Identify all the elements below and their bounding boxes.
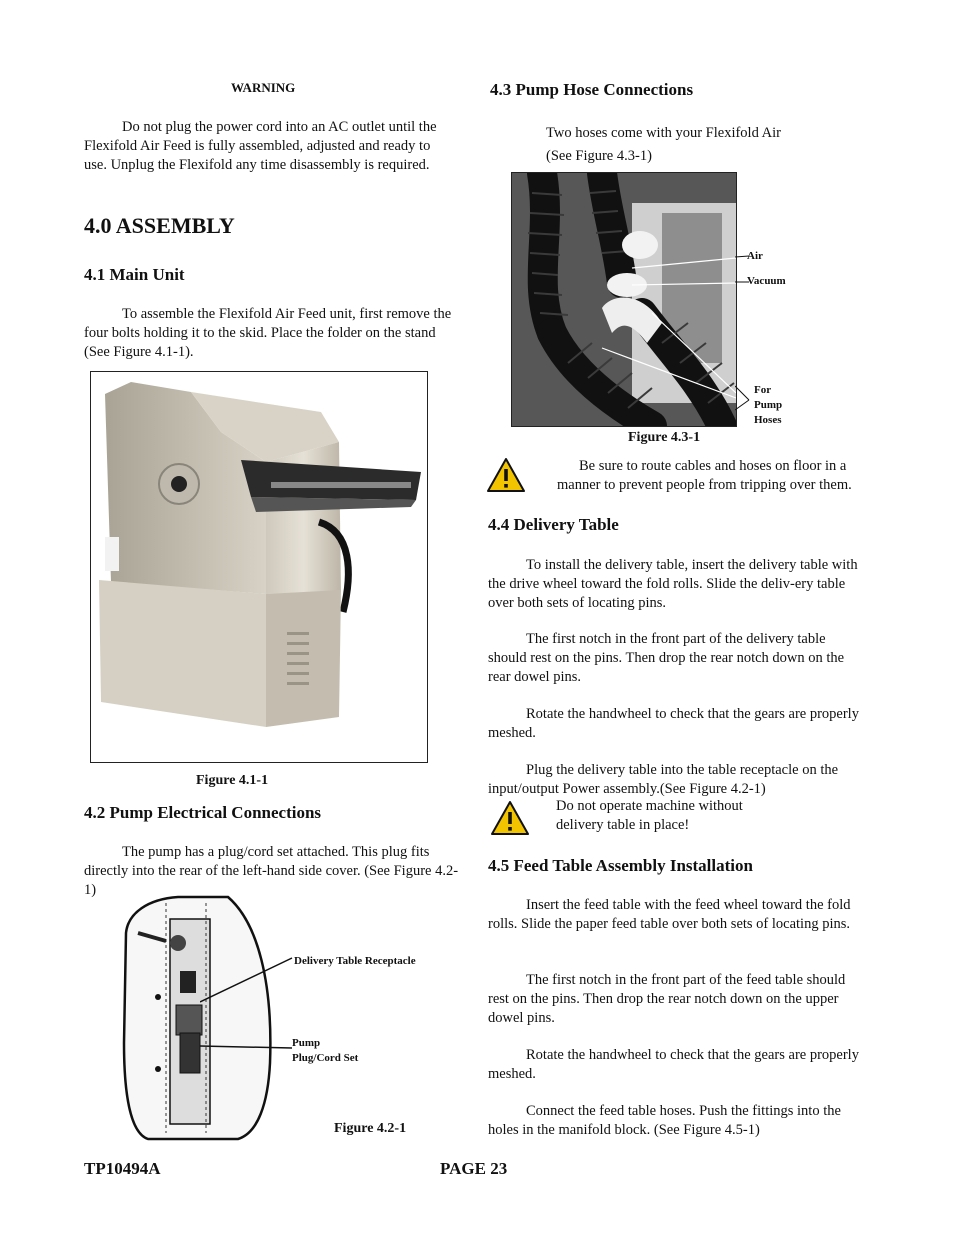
feed-table-p1: Insert the feed table with the feed wheel toward the fold rolls. Slide the paper feed table over both sets of locating pins. [488, 897, 851, 932]
feed-table-p4: Connect the feed table hoses. Push the fittings into the holes in the manifold block. (See Figure 4.5-1) [488, 1103, 841, 1138]
heading-delivery-table: 4.4 Delivery Table [488, 515, 619, 534]
warning-triangle-icon [490, 800, 530, 836]
footer-page-number: PAGE 23 [440, 1159, 508, 1178]
heading-main-unit: 4.1 Main Unit [84, 265, 185, 284]
main-unit-text: To assemble the Flexifold Air Feed unit, first remove the four bolts holding it to the skid. Place the folder on the stand (See Figure 4.1-1). [84, 306, 452, 360]
caution-route-cables: Be sure to route cables and hoses on floor in a manner to prevent people from tripping over them. [557, 458, 852, 493]
label-plug-cord-set: Plug/Cord Set [292, 1052, 359, 1064]
footer-doc-id: TP10494A [84, 1159, 161, 1178]
warning-triangle-icon [486, 457, 526, 493]
caution-delivery-line-2: delivery table in place! [556, 817, 690, 833]
label-air: Air [747, 250, 763, 262]
feed-table-p2: The first notch in the front part of the feed table should rest on the pins. Then drop the rear notch down on the upper dowel pins. [488, 972, 846, 1026]
figure-4-3-1-leader-lines [735, 240, 755, 430]
figure-main-unit-photo [90, 371, 428, 763]
label-for: For [754, 384, 772, 396]
delivery-table-p2: The first notch in the front part of the delivery table should rest on the pins. Then drop the rear notch down on the rear dowel pins. [488, 631, 845, 685]
caution-delivery-line-1: Do not operate machine without [556, 798, 743, 814]
feed-table-p3: Rotate the handwheel to check that the gears are properly meshed. [488, 1047, 859, 1082]
heading-pump-hose: 4.3 Pump Hose Connections [490, 80, 694, 99]
figure-4-3-1-caption: Figure 4.3-1 [628, 430, 701, 445]
label-pump-hoses-pump: Pump [754, 399, 783, 411]
delivery-table-p1: To install the delivery table, insert the delivery table with the drive wheel toward the fold rolls. Slide the deliv-ery table over both sets of locating pins. [488, 557, 858, 611]
label-vacuum: Vacuum [747, 275, 786, 287]
heading-pump-electrical: 4.2 Pump Electrical Connections [84, 803, 322, 822]
figure-pump-hose-photo [511, 172, 737, 427]
label-delivery-table-receptacle: Delivery Table Receptacle [294, 955, 416, 967]
figure-4-1-1-caption: Figure 4.1-1 [196, 773, 269, 788]
heading-feed-table: 4.5 Feed Table Assembly Installation [488, 856, 753, 875]
warning-title: WARNING [231, 80, 296, 95]
delivery-table-p3: Rotate the handwheel to check that the gears are properly meshed. [488, 706, 859, 741]
pump-hose-line-2: (See Figure 4.3-1) [546, 148, 652, 164]
section-title: 4.0 ASSEMBLY [84, 213, 235, 238]
figure-4-2-1-leader-lines [200, 950, 300, 1060]
folder-machine-illustration [91, 372, 427, 762]
delivery-table-p4: Plug the delivery table into the table receptacle on the input/output Power assembly.(See Figure 4.2-1) [488, 762, 839, 797]
label-hoses: Hoses [754, 414, 782, 426]
pump-electrical-text: The pump has a plug/cord set attached. This plug fits directly into the rear of the left-hand side cover. (See Figure 4.2-1) [84, 844, 459, 898]
warning-text: Do not plug the power cord into an AC outlet until the Flexifold Air Feed is fully assembled, adjusted and ready to use. Unplug the Flexifold any time disassembly is required. [84, 119, 437, 173]
pump-hoses-illustration [512, 173, 736, 426]
label-pump: Pump [292, 1037, 321, 1049]
figure-4-2-1-caption: Figure 4.2-1 [334, 1121, 407, 1136]
pump-hose-line-1: Two hoses come with your Flexifold Air [546, 125, 781, 141]
